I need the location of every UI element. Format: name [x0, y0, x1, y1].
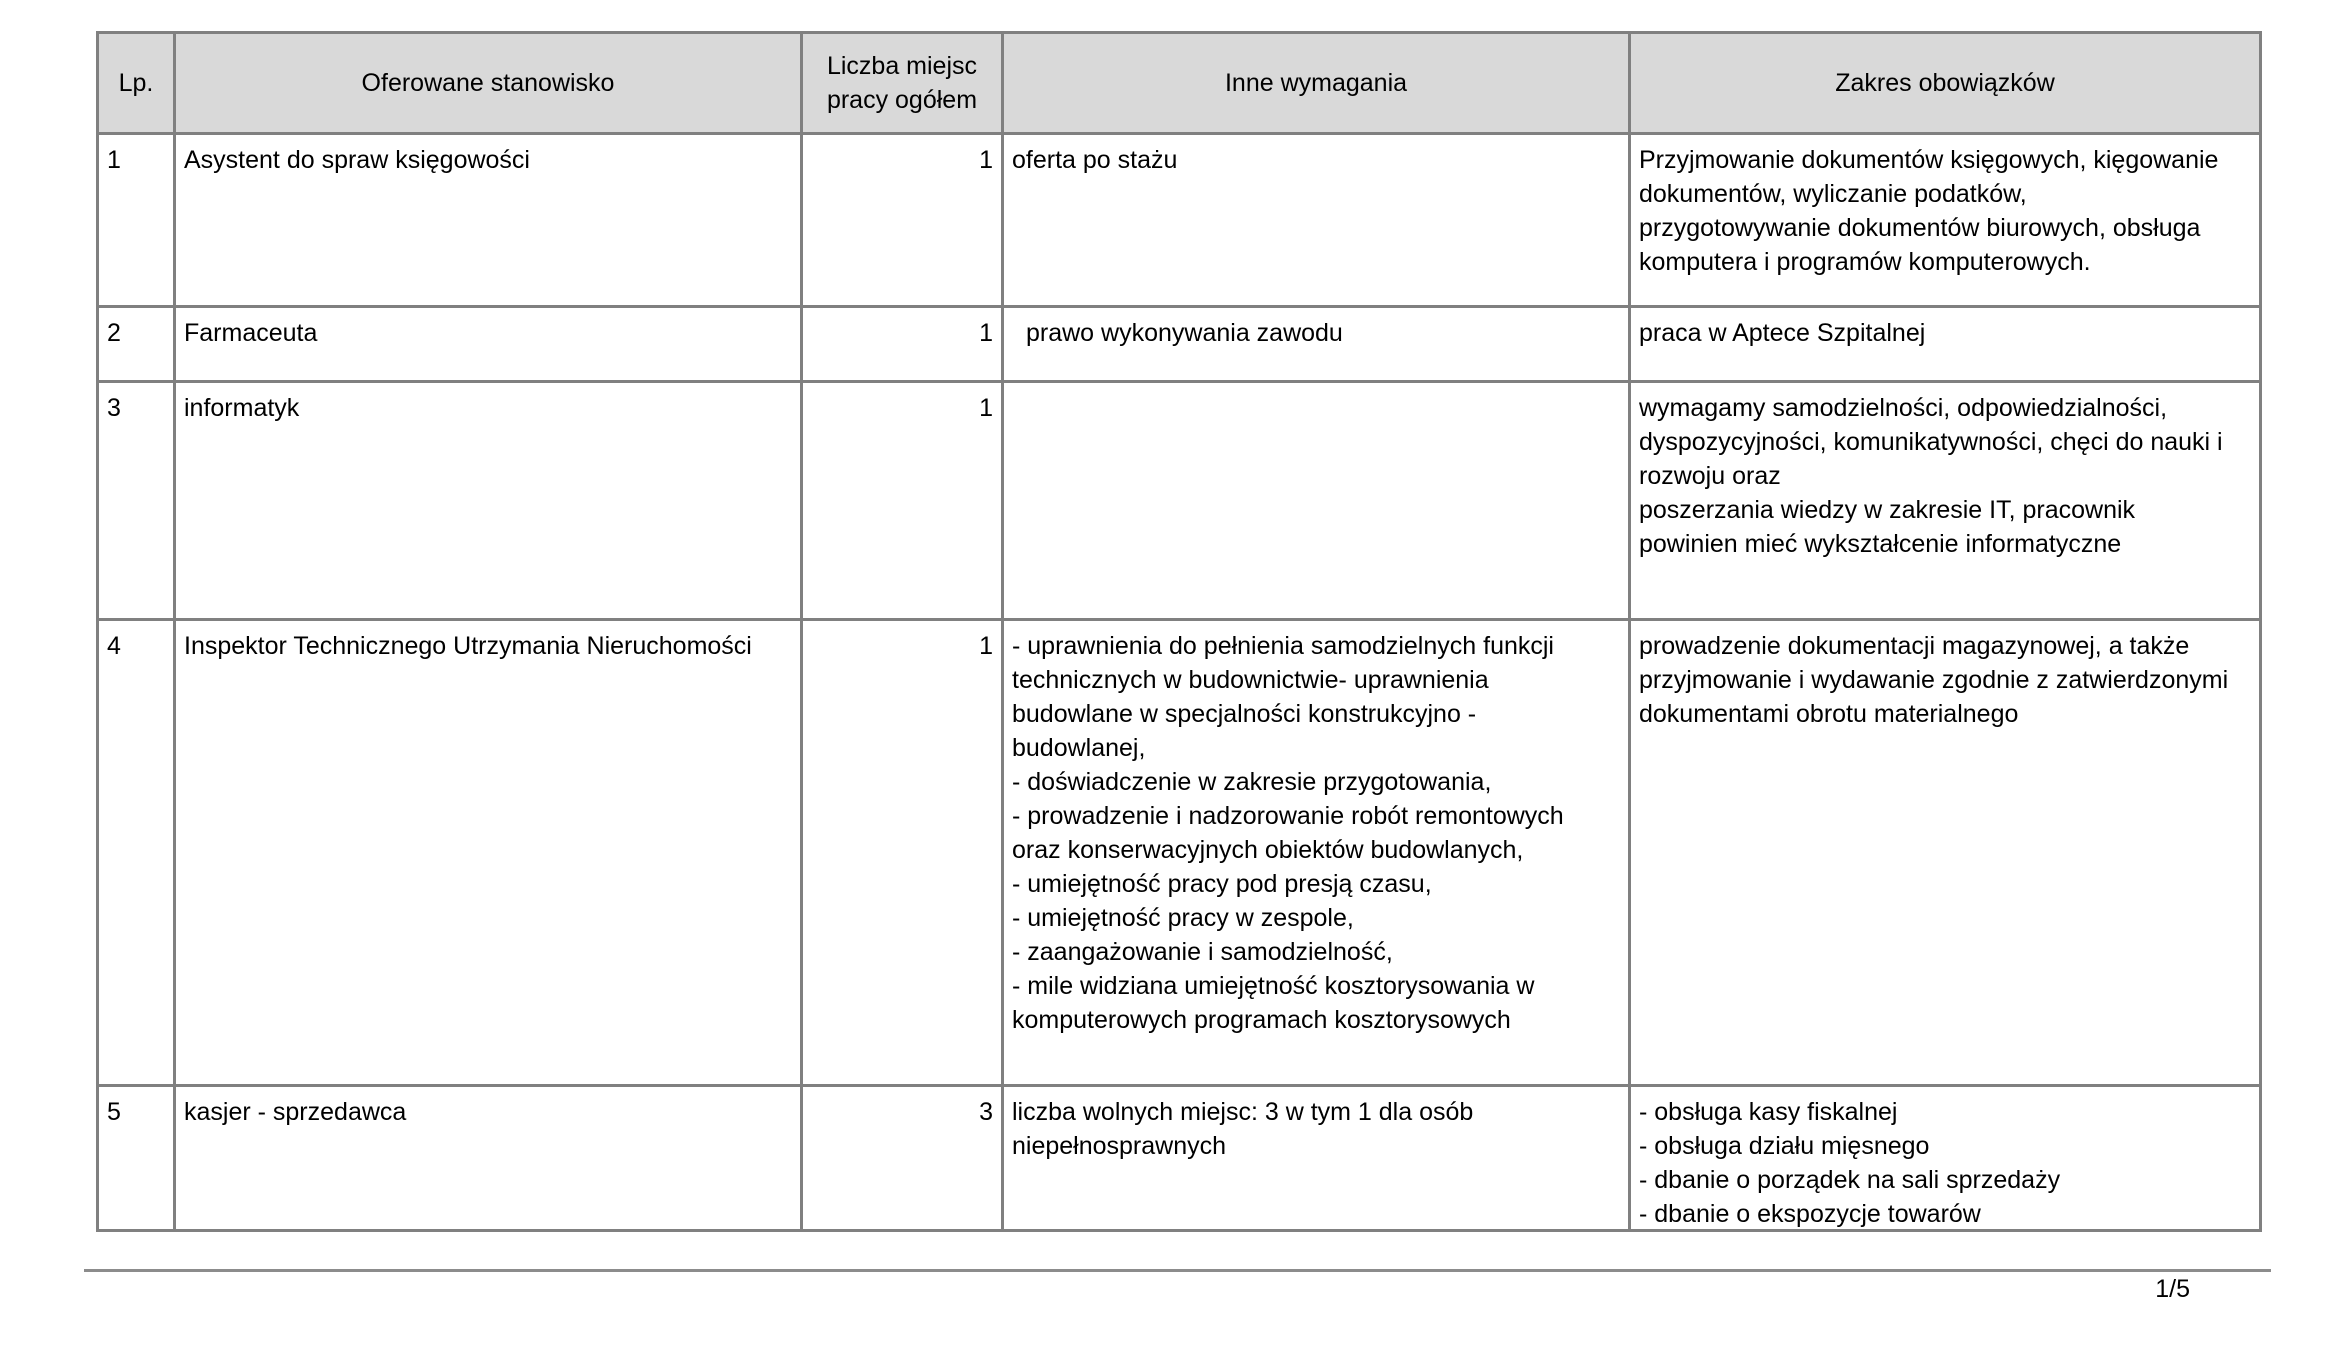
cell-duties: - obsługa kasy fiskalnej - obsługa działu mięsnego - dbanie o porządek na sali sprzedaży - dbanie o ekspozycje towarów [1630, 1086, 2261, 1233]
table-row [98, 620, 2261, 1086]
cell-requirements [1003, 382, 1630, 620]
cell-places: 1 [802, 134, 1003, 307]
cell-lp: 1 [98, 134, 175, 307]
header-places-label: Liczba miejsc pracy ogółem [826, 52, 978, 114]
cell-position: Farmaceuta [175, 307, 802, 382]
cell-position: informatyk [175, 382, 802, 620]
cell-lp: 5 [98, 1086, 175, 1233]
footer-divider [84, 1269, 2271, 1272]
cell-places: 1 [802, 382, 1003, 620]
cell-requirements: prawo wykonywania zawodu [1003, 307, 1630, 382]
table-header-row [98, 33, 2261, 134]
table-row [98, 1086, 2261, 1233]
cell-places: 1 [802, 307, 1003, 382]
table-bottom-border [96, 1229, 2259, 1232]
cell-position: kasjer - sprzedawca [175, 1086, 802, 1233]
cell-duties: Przyjmowanie dokumentów księgowych, kięgowanie dokumentów, wyliczanie podatków, przygotowywanie dokumentów biurowych, obsługa komputera i programów komputerowych. [1630, 134, 2261, 307]
header-lp: Lp. [98, 33, 175, 134]
cell-lp: 3 [98, 382, 175, 620]
header-requirements: Inne wymagania [1003, 33, 1630, 134]
table-row [98, 382, 2261, 620]
table-row [98, 134, 2261, 307]
cell-duties: prowadzenie dokumentacji magazynowej, a także przyjmowanie i wydawanie zgodnie z zatwierdzonymi dokumentami obrotu materialnego [1630, 620, 2261, 1086]
cell-requirements: liczba wolnych miejsc: 3 w tym 1 dla osób niepełnosprawnych [1003, 1086, 1630, 1233]
cell-lp: 2 [98, 307, 175, 382]
cell-position: Asystent do spraw księgowości [175, 134, 802, 307]
job-offers-table [96, 31, 2262, 1232]
header-places [802, 33, 1003, 134]
header-position: Oferowane stanowisko [175, 33, 802, 134]
page-number: 1/5 [2155, 1275, 2190, 1303]
cell-lp: 4 [98, 620, 175, 1086]
cell-duties: wymagamy samodzielności, odpowiedzialności, dyspozycyjności, komunikatywności, chęci do nauki i rozwoju oraz poszerzania wiedzy w zakresie IT, pracownik powinien mieć wykształcenie informatyczne [1630, 382, 2261, 620]
cell-places: 3 [802, 1086, 1003, 1233]
header-duties: Zakres obowiązków [1630, 33, 2261, 134]
cell-requirements: - uprawnienia do pełnienia samodzielnych funkcji technicznych w budownictwie- uprawnienia budowlane w specjalności konstrukcyjno - budowlanej, - doświadczenie w zakresie przygotowania, - prowadzenie i nadzorowanie robót remontowych oraz konserwacyjnych obiektów budowlanych, - umiejętność pracy pod presją czasu, - umiejętność pracy w zespole, - zaangażowanie i samodzielność, - mile widziana umiejętność kosztorysowania w komputerowych programach kosztorysowych [1003, 620, 1630, 1086]
cell-places: 1 [802, 620, 1003, 1086]
cell-duties: praca w Aptece Szpitalnej [1630, 307, 2261, 382]
cell-position: Inspektor Technicznego Utrzymania Nieruchomości [175, 620, 802, 1086]
table-row [98, 307, 2261, 382]
cell-requirements: oferta po stażu [1003, 134, 1630, 307]
